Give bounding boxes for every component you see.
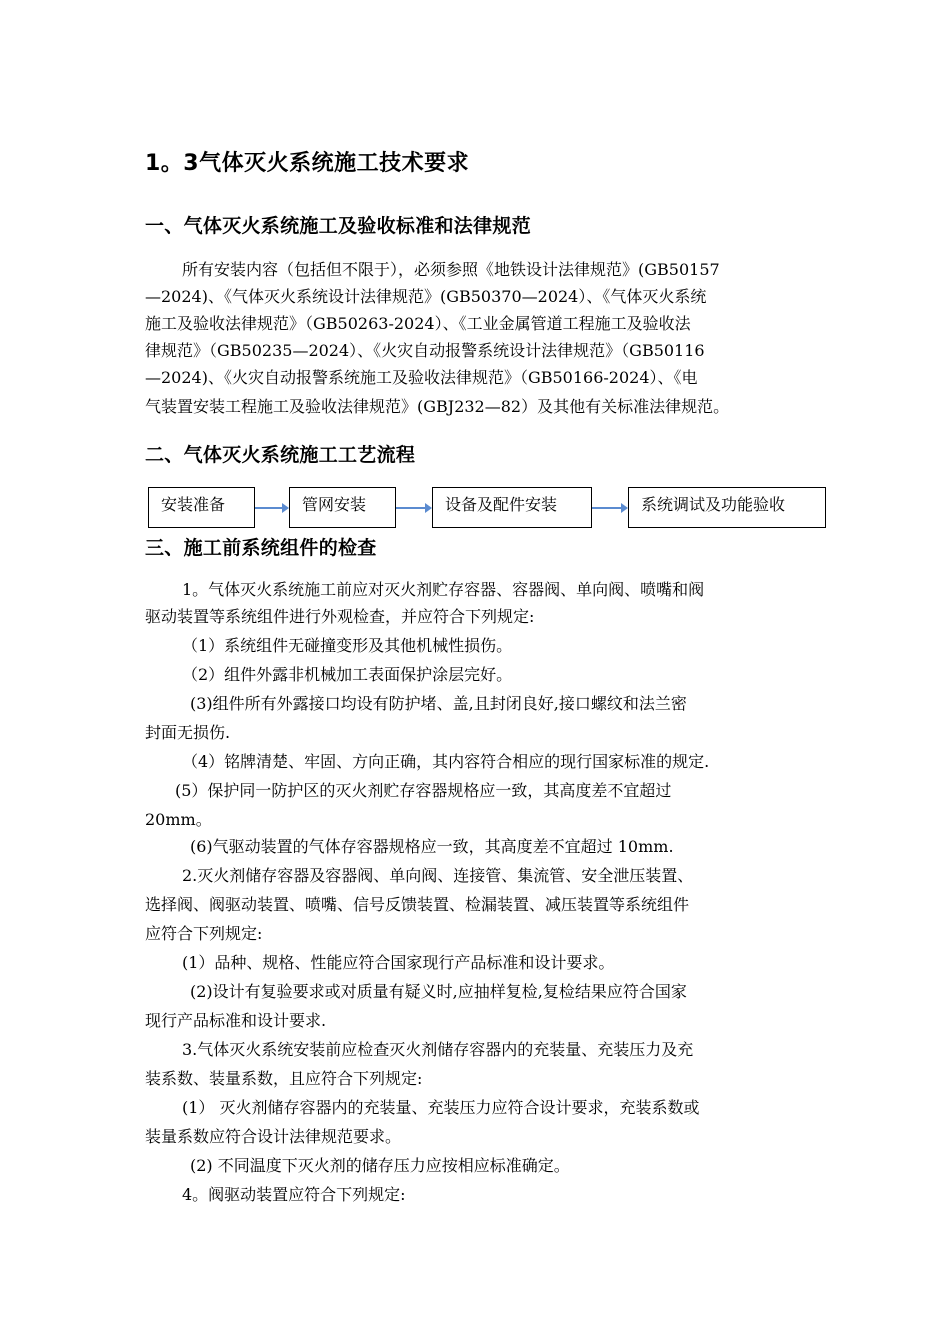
arrow-right-icon bbox=[255, 500, 291, 516]
paragraph-line: 现行产品标准和设计要求. bbox=[145, 1011, 327, 1030]
flow-step-pipe-install: 管网安装 bbox=[289, 487, 396, 528]
paragraph-line: —2024)、《气体灭火系统设计法律规范》(GB50370—2024）、《气体灭火系统 bbox=[145, 287, 707, 306]
paragraph-line: 装系数、装量系数，且应符合下列规定: bbox=[145, 1069, 423, 1088]
paragraph-line: 律规范》（GB50235—2024）、《火灾自动报警系统设计法律规范》（GB50116 bbox=[145, 341, 705, 360]
paragraph-line: 2.灭火剂储存容器及容器阀、单向阀、连接管、集流管、安全泄压装置、 bbox=[182, 866, 694, 885]
section-2-heading: 二、气体灭火系统施工工艺流程 bbox=[145, 444, 416, 466]
paragraph-line: 施工及验收法律规范》（GB50263-2024）、《工业金属管道工程施工及验收法 bbox=[145, 314, 691, 333]
paragraph-line: 封面无损伤. bbox=[145, 723, 231, 742]
paragraph-line: 选择阀、阀驱动装置、喷嘴、信号反馈装置、检漏装置、减压装置等系统组件 bbox=[145, 895, 690, 914]
paragraph-line: (1） 灭火剂储存容器内的充装量、充装压力应符合设计要求，充装系数或 bbox=[182, 1098, 700, 1117]
paragraph-line: 气装置安装工程施工及验收法律规范》(GBJ232—82）及其他有关标准法律规范。 bbox=[145, 397, 730, 416]
paragraph-line: 驱动装置等系统组件进行外观检查，并应符合下列规定: bbox=[145, 607, 535, 626]
paragraph-line: 20mm。 bbox=[145, 810, 212, 829]
arrow-right-icon bbox=[592, 500, 630, 516]
paragraph-line: (2)设计有复验要求或对质量有疑义时,应抽样复检,复检结果应符合国家 bbox=[190, 982, 687, 1001]
paragraph-line: (2) 不同温度下灭火剂的储存压力应按相应标准确定。 bbox=[190, 1156, 570, 1175]
arrow-right-icon bbox=[396, 500, 434, 516]
page-title: 1。3气体灭火系统施工技术要求 bbox=[145, 151, 470, 176]
paragraph-line: 所有安装内容（包括但不限于），必须参照《地铁设计法律规范》(GB50157 bbox=[182, 260, 720, 279]
paragraph-line: 1。气体灭火系统施工前应对灭火剂贮存容器、容器阀、单向阀、喷嘴和阀 bbox=[182, 580, 705, 599]
paragraph-line: (3)组件所有外露接口均设有防护堵、盖,且封闭良好,接口螺纹和法兰密 bbox=[190, 694, 687, 713]
paragraph-line: （1）系统组件无碰撞变形及其他机械性损伤。 bbox=[182, 636, 513, 655]
paragraph-line: (1）品种、规格、性能应符合国家现行产品标准和设计要求。 bbox=[182, 953, 615, 972]
paragraph-line: (5）保护同一防护区的灭火剂贮存容器规格应一致，其高度差不宜超过 bbox=[175, 781, 672, 800]
paragraph-line: 应符合下列规定: bbox=[145, 924, 263, 943]
paragraph-line: 3.气体灭火系统安装前应检查灭火剂储存容器内的充装量、充装压力及充 bbox=[182, 1040, 694, 1059]
paragraph-line: （2）组件外露非机械加工表面保护涂层完好。 bbox=[182, 665, 513, 684]
section-3-heading: 三、施工前系统组件的检查 bbox=[145, 537, 377, 559]
flow-step-debug-acceptance: 系统调试及功能验收 bbox=[628, 487, 826, 528]
flow-step-equipment-install: 设备及配件安装 bbox=[432, 487, 592, 528]
paragraph-line: （4）铭牌清楚、牢固、方向正确，其内容符合相应的现行国家标准的规定. bbox=[182, 752, 710, 771]
paragraph-line: 装量系数应符合设计法律规范要求。 bbox=[145, 1127, 402, 1146]
flow-step-prepare: 安装准备 bbox=[148, 487, 255, 528]
paragraph-line: (6)气驱动装置的气体存容器规格应一致，其高度差不宜超过 10mm. bbox=[190, 837, 674, 856]
paragraph-line: 4。阀驱动装置应符合下列规定: bbox=[182, 1185, 406, 1204]
section-1-heading: 一、气体灭火系统施工及验收标准和法律规范 bbox=[145, 215, 532, 237]
paragraph-line: —2024)、《火灾自动报警系统施工及验收法律规范》（GB50166-2024）、《电 bbox=[145, 368, 698, 387]
